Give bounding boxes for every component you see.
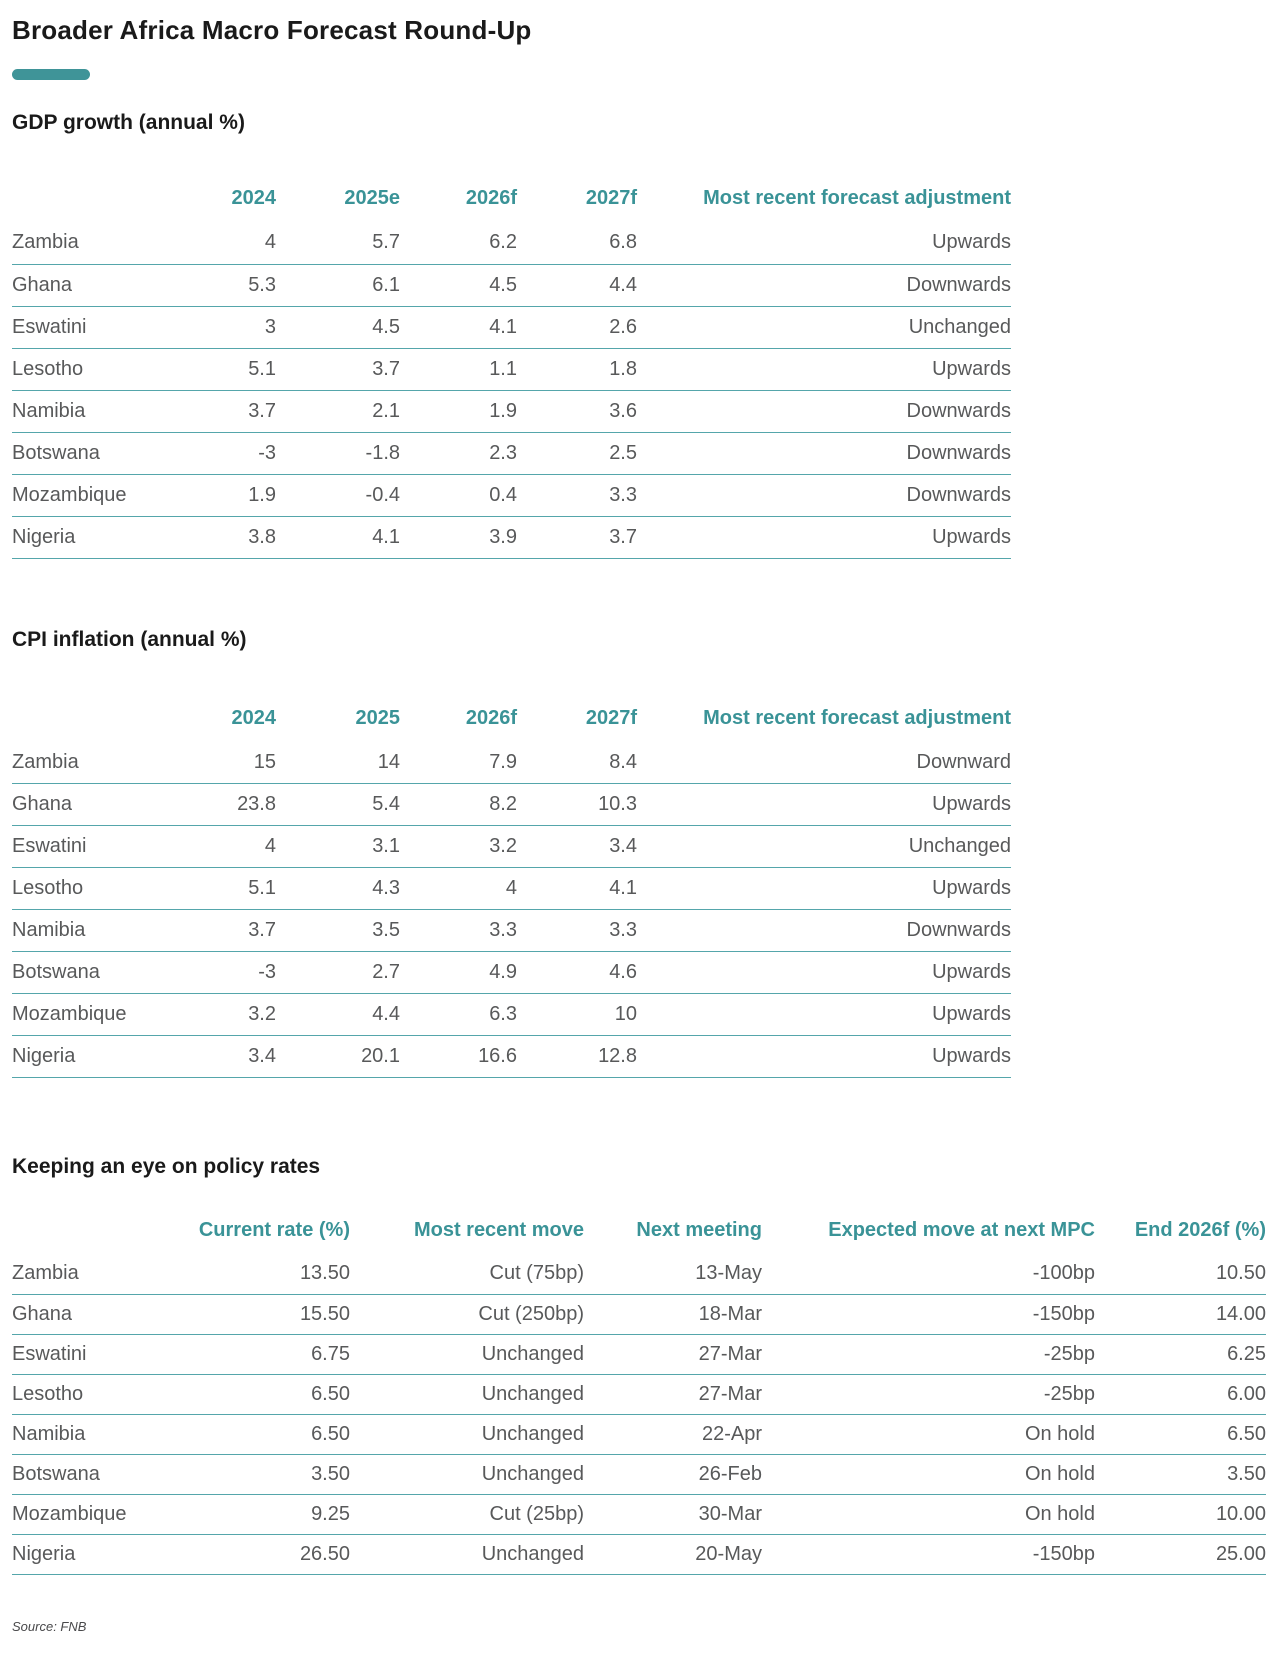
cell-value: 10.3 <box>517 784 637 826</box>
policy-row-mozambique <box>12 1494 1266 1534</box>
cell-value: Downwards <box>637 474 1011 516</box>
cell-value: 3.9 <box>400 516 517 558</box>
cell-value: 6.1 <box>276 264 400 306</box>
cell-value: 3.5 <box>276 910 400 952</box>
cell-value: 6.2 <box>400 222 517 264</box>
gdp-row-lesotho <box>12 348 1011 390</box>
country-label: Zambia <box>12 222 162 264</box>
cpi-column-header-spacer <box>12 708 162 742</box>
cell-value: On hold <box>762 1494 1095 1534</box>
country-label: Lesotho <box>12 348 162 390</box>
policy-column-header-end-2026f: End 2026f (%) <box>1134 1219 1266 1241</box>
cell-value: 22-Apr <box>584 1414 762 1454</box>
cell-value: 8.4 <box>517 742 637 784</box>
cell-value: 15 <box>162 742 276 784</box>
policy-column-header-next-meeting: Next meeting <box>636 1219 762 1241</box>
cell-value: 3.3 <box>400 910 517 952</box>
country-label: Namibia <box>12 910 162 952</box>
cell-value: 10 <box>517 994 637 1036</box>
gdp-row-eswatini <box>12 306 1011 348</box>
cell-value: On hold <box>762 1414 1095 1454</box>
cell-value: 4.3 <box>276 868 400 910</box>
cell-value: Upwards <box>637 994 1011 1036</box>
cell-value: 10.50 <box>1095 1254 1266 1294</box>
cell-value: 26-Feb <box>584 1454 762 1494</box>
policy-row-ghana <box>12 1294 1266 1334</box>
cell-value: 14.00 <box>1095 1294 1266 1334</box>
cell-value: 27-Mar <box>584 1334 762 1374</box>
cpi-row-namibia <box>12 910 1011 952</box>
policy-column-header-current-rate: Current rate (%) <box>198 1219 350 1241</box>
gdp-column-header-most-recent-forecast-adjustment: Most recent forecast adjustment <box>703 187 1011 209</box>
cell-value: 3.4 <box>517 826 637 868</box>
page-title: Broader Africa Macro Forecast Round-Up <box>12 15 532 45</box>
cell-value: 20-May <box>584 1534 762 1574</box>
country-label: Mozambique <box>12 474 162 516</box>
policy-row-nigeria <box>12 1534 1266 1574</box>
policy-rates-table <box>12 1220 1266 1575</box>
gdp-row-mozambique <box>12 474 1011 516</box>
cell-value: 4.4 <box>517 264 637 306</box>
cell-value: 14 <box>276 742 400 784</box>
policy-header-row <box>12 1220 1266 1254</box>
country-label: Ghana <box>12 264 162 306</box>
cell-value: 3.3 <box>517 474 637 516</box>
cell-value: 2.6 <box>517 306 637 348</box>
country-label: Eswatini <box>12 826 162 868</box>
country-label: Ghana <box>12 1294 162 1334</box>
country-label: Botswana <box>12 432 162 474</box>
cell-value: 4 <box>162 222 276 264</box>
cell-value: 26.50 <box>162 1534 350 1574</box>
cell-value: Upwards <box>637 516 1011 558</box>
cell-value: 6.50 <box>162 1414 350 1454</box>
policy-row-lesotho <box>12 1374 1266 1414</box>
cell-value: Unchanged <box>350 1414 584 1454</box>
cell-value: 3.8 <box>162 516 276 558</box>
country-label: Mozambique <box>12 1494 162 1534</box>
country-label: Nigeria <box>12 1036 162 1078</box>
cell-value: 6.50 <box>162 1374 350 1414</box>
cell-value: 3.7 <box>162 910 276 952</box>
cell-value: 25.00 <box>1095 1534 1266 1574</box>
cpi-column-header-2027f: 2027f <box>585 706 637 729</box>
cell-value: 15.50 <box>162 1294 350 1334</box>
cell-value: 12.8 <box>517 1036 637 1078</box>
country-label: Lesotho <box>12 1374 162 1414</box>
cell-value: -100bp <box>762 1254 1095 1294</box>
gdp-row-nigeria <box>12 516 1011 558</box>
section-heading-gdp-growth: GDP growth (annual %) <box>12 111 245 134</box>
cell-value: 7.9 <box>400 742 517 784</box>
cell-value: Cut (25bp) <box>350 1494 584 1534</box>
policy-column-header-spacer <box>12 1220 162 1254</box>
cell-value: 4 <box>400 868 517 910</box>
cell-value: 4.1 <box>400 306 517 348</box>
cell-value: -0.4 <box>276 474 400 516</box>
cell-value: 3.3 <box>517 910 637 952</box>
cell-value: 5.3 <box>162 264 276 306</box>
accent-bar <box>12 69 90 80</box>
gdp-row-zambia <box>12 222 1011 264</box>
cpi-row-zambia <box>12 742 1011 784</box>
cell-value: 3.7 <box>517 516 637 558</box>
cell-value: 16.6 <box>400 1036 517 1078</box>
cell-value: Cut (250bp) <box>350 1294 584 1334</box>
gdp-column-header-spacer <box>12 188 162 222</box>
cell-value: Unchanged <box>350 1374 584 1414</box>
cell-value: 1.9 <box>162 474 276 516</box>
cell-value: -25bp <box>762 1374 1095 1414</box>
cell-value: Upwards <box>637 1036 1011 1078</box>
cell-value: 3.4 <box>162 1036 276 1078</box>
cpi-table-body <box>12 742 1011 1078</box>
cell-value: 13-May <box>584 1254 762 1294</box>
cell-value: 2.1 <box>276 390 400 432</box>
cell-value: 2.7 <box>276 952 400 994</box>
cell-value: Upwards <box>637 348 1011 390</box>
gdp-table-body <box>12 222 1011 558</box>
policy-table-body <box>12 1254 1266 1574</box>
cell-value: 3.50 <box>1095 1454 1266 1494</box>
cell-value: 4.5 <box>400 264 517 306</box>
country-label: Mozambique <box>12 994 162 1036</box>
cell-value: 4.1 <box>517 868 637 910</box>
country-label: Eswatini <box>12 306 162 348</box>
cell-value: 3.2 <box>162 994 276 1036</box>
cell-value: 27-Mar <box>584 1374 762 1414</box>
policy-row-eswatini <box>12 1334 1266 1374</box>
cell-value: Downwards <box>637 910 1011 952</box>
cell-value: Unchanged <box>350 1454 584 1494</box>
cell-value: 10.00 <box>1095 1494 1266 1534</box>
cpi-column-header-2025: 2025 <box>355 706 400 729</box>
cell-value: -150bp <box>762 1294 1095 1334</box>
gdp-column-header-2025e: 2025e <box>344 187 400 209</box>
cell-value: 3.7 <box>276 348 400 390</box>
cell-value: 2.5 <box>517 432 637 474</box>
gdp-column-header-2024: 2024 <box>231 187 276 209</box>
cell-value: Cut (75bp) <box>350 1254 584 1294</box>
cell-value: 6.00 <box>1095 1374 1266 1414</box>
cell-value: -150bp <box>762 1534 1095 1574</box>
cell-value: 3.2 <box>400 826 517 868</box>
cell-value: -3 <box>162 952 276 994</box>
cell-value: 1.1 <box>400 348 517 390</box>
policy-row-botswana <box>12 1454 1266 1494</box>
country-label: Nigeria <box>12 516 162 558</box>
cell-value: 6.50 <box>1095 1414 1266 1454</box>
policy-column-header-expected-move-at-next-mpc: Expected move at next MPC <box>828 1219 1095 1241</box>
gdp-row-botswana <box>12 432 1011 474</box>
cpi-row-mozambique <box>12 994 1011 1036</box>
cell-value: 1.9 <box>400 390 517 432</box>
cell-value: Upwards <box>637 222 1011 264</box>
cell-value: -3 <box>162 432 276 474</box>
section-heading-policy-rates: Keeping an eye on policy rates <box>12 1155 321 1178</box>
cpi-inflation-table <box>12 708 1011 1079</box>
cell-value: -25bp <box>762 1334 1095 1374</box>
country-label: Zambia <box>12 742 162 784</box>
cell-value: 5.4 <box>276 784 400 826</box>
cpi-row-eswatini <box>12 826 1011 868</box>
cell-value: 4.1 <box>276 516 400 558</box>
country-label: Eswatini <box>12 1334 162 1374</box>
gdp-row-namibia <box>12 390 1011 432</box>
cell-value: 8.2 <box>400 784 517 826</box>
cell-value: Downwards <box>637 432 1011 474</box>
cell-value: 5.7 <box>276 222 400 264</box>
cell-value: -1.8 <box>276 432 400 474</box>
cell-value: 4 <box>162 826 276 868</box>
gdp-header-row <box>12 188 1011 222</box>
cell-value: Downward <box>637 742 1011 784</box>
cell-value: 6.25 <box>1095 1334 1266 1374</box>
gdp-growth-table <box>12 188 1011 559</box>
gdp-row-ghana <box>12 264 1011 306</box>
cell-value: Unchanged <box>350 1334 584 1374</box>
cell-value: 6.75 <box>162 1334 350 1374</box>
cell-value: 6.3 <box>400 994 517 1036</box>
cpi-row-nigeria <box>12 1036 1011 1078</box>
policy-row-namibia <box>12 1414 1266 1454</box>
country-label: Ghana <box>12 784 162 826</box>
cell-value: 2.3 <box>400 432 517 474</box>
cell-value: 5.1 <box>162 348 276 390</box>
country-label: Zambia <box>12 1254 162 1294</box>
cell-value: Upwards <box>637 868 1011 910</box>
cell-value: 3.6 <box>517 390 637 432</box>
cpi-header-row <box>12 708 1011 742</box>
cpi-row-botswana <box>12 952 1011 994</box>
cell-value: 0.4 <box>400 474 517 516</box>
cell-value: 20.1 <box>276 1036 400 1078</box>
cell-value: 6.8 <box>517 222 637 264</box>
country-label: Botswana <box>12 1454 162 1494</box>
section-heading-cpi-inflation: CPI inflation (annual %) <box>12 627 247 651</box>
cell-value: Unchanged <box>350 1534 584 1574</box>
cell-value: 4.9 <box>400 952 517 994</box>
cpi-row-ghana <box>12 784 1011 826</box>
cell-value: Upwards <box>637 952 1011 994</box>
cpi-column-header-2026f: 2026f <box>465 706 517 729</box>
cpi-column-header-2024: 2024 <box>231 706 276 729</box>
policy-row-zambia <box>12 1254 1266 1294</box>
cell-value: Downwards <box>637 390 1011 432</box>
gdp-column-header-2027f: 2027f <box>585 187 637 209</box>
cell-value: 4.5 <box>276 306 400 348</box>
cpi-column-header-most-recent-forecast-adjustment: Most recent forecast adjustment <box>703 706 1011 729</box>
country-label: Lesotho <box>12 868 162 910</box>
cell-value: 3.50 <box>162 1454 350 1494</box>
source-note: Source: FNB <box>12 1618 87 1634</box>
cell-value: 30-Mar <box>584 1494 762 1534</box>
cell-value: 3.1 <box>276 826 400 868</box>
cell-value: 18-Mar <box>584 1294 762 1334</box>
country-label: Namibia <box>12 390 162 432</box>
cell-value: On hold <box>762 1454 1095 1494</box>
cell-value: 1.8 <box>517 348 637 390</box>
cell-value: 9.25 <box>162 1494 350 1534</box>
cell-value: Unchanged <box>637 826 1011 868</box>
cell-value: 5.1 <box>162 868 276 910</box>
country-label: Nigeria <box>12 1534 162 1574</box>
cell-value: Unchanged <box>637 306 1011 348</box>
cpi-row-lesotho <box>12 868 1011 910</box>
cell-value: Upwards <box>637 784 1011 826</box>
cell-value: Downwards <box>637 264 1011 306</box>
gdp-column-header-2026f: 2026f <box>465 187 517 209</box>
policy-column-header-most-recent-move: Most recent move <box>413 1219 584 1241</box>
cell-value: 4.4 <box>276 994 400 1036</box>
cell-value: 4.6 <box>517 952 637 994</box>
cell-value: 13.50 <box>162 1254 350 1294</box>
cell-value: 3.7 <box>162 390 276 432</box>
cell-value: 23.8 <box>162 784 276 826</box>
country-label: Botswana <box>12 952 162 994</box>
cell-value: 3 <box>162 306 276 348</box>
country-label: Namibia <box>12 1414 162 1454</box>
